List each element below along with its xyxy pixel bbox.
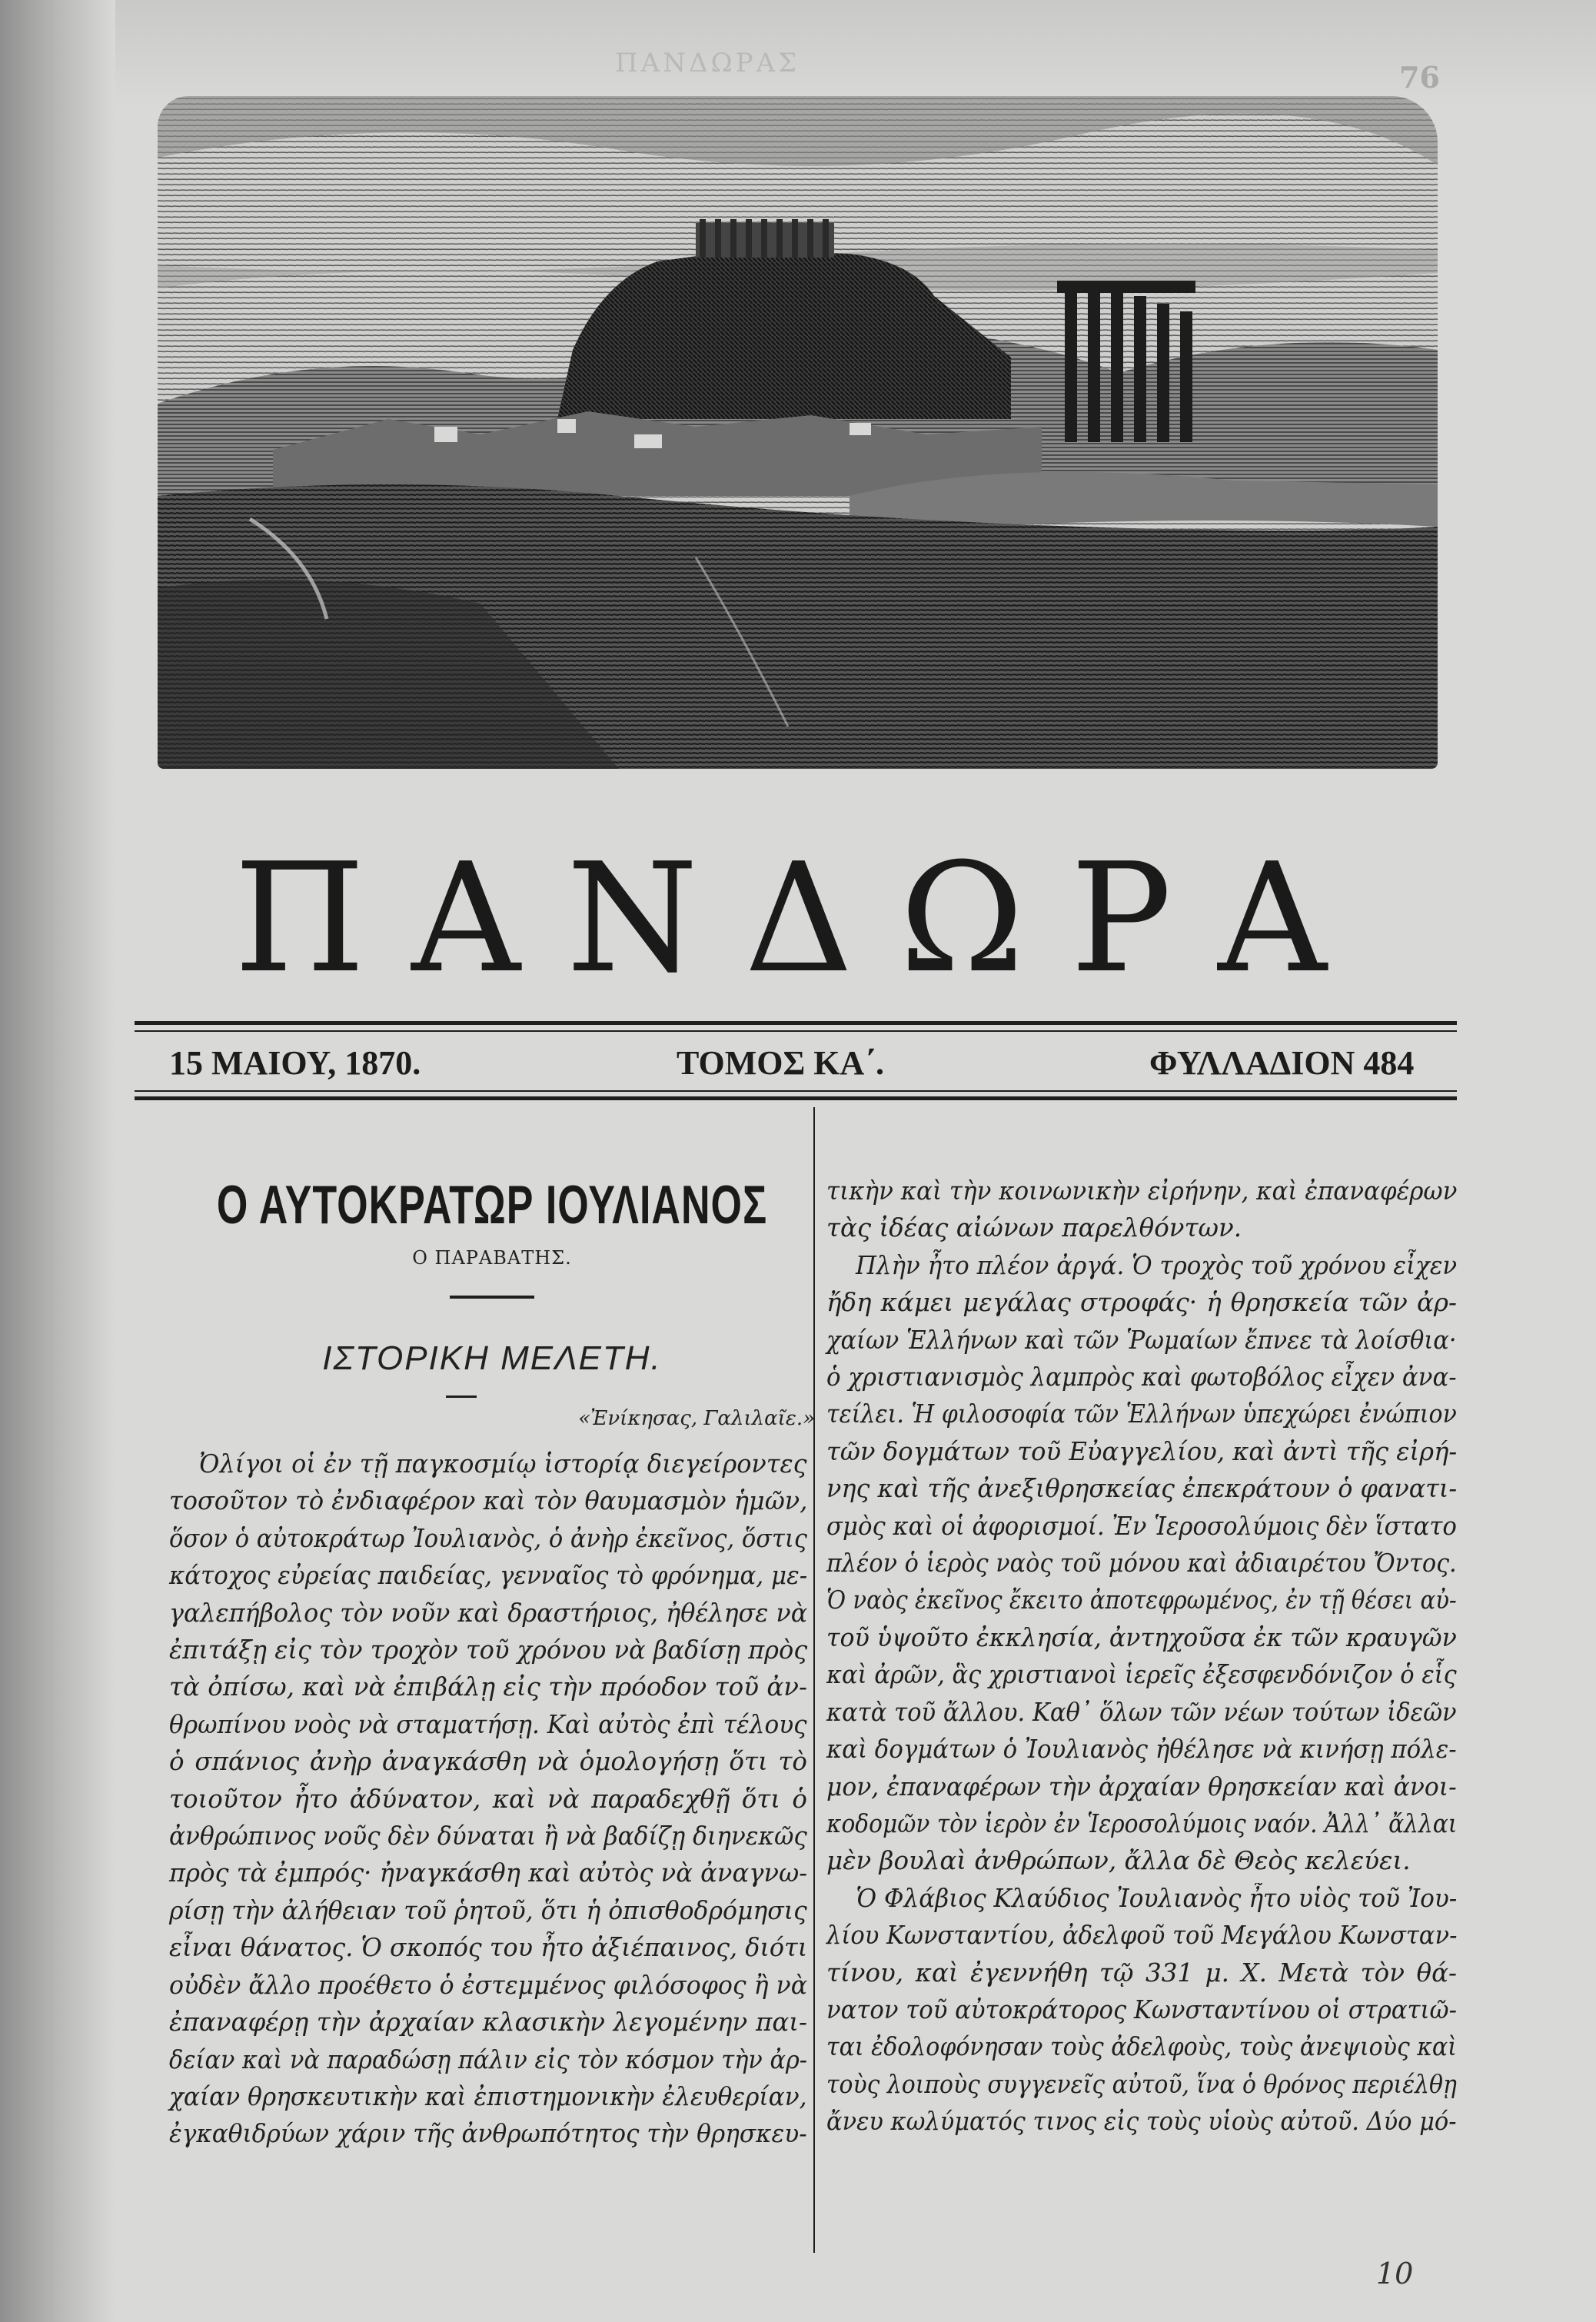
article-epigraph: «Ἐνίκησας, Γαλιλαῖε.» — [578, 1407, 815, 1430]
text-line: δείαν καὶ νὰ παραδώσῃ πάλιν εἰς τὸν κόσμον τὴν ἀρ- — [169, 2044, 808, 2074]
text-line: μὲν βουλαὶ ἀνθρώπων, ἄλλα δὲ Θεὸς κελεύει. — [826, 1846, 1411, 1876]
text-line: καὶ δογμάτων ὁ Ἰουλιανὸς ἠθέλησε νὰ κινήσῃ πόλε- — [826, 1735, 1457, 1765]
text-line: τῶν δογμάτων τοῦ Εὐαγγελίου, καὶ ἀντὶ τῆς εἰρή- — [826, 1436, 1458, 1466]
issue-date: 15 ΜΑΙΟΥ, 1870. — [169, 1044, 421, 1082]
rule-bottom — [135, 1096, 1457, 1100]
text-line: τοιοῦτον ἦτο ἀδύνατον, καὶ νὰ παραδεχθῇ ὅτι ὁ — [169, 1784, 807, 1814]
text-line: νατον τοῦ αὐτοκράτορος Κωνσταντίνου οἱ στρατιῶ- — [826, 1994, 1457, 2024]
rule-top-thin — [135, 1030, 1457, 1032]
article-right-column — [826, 1173, 1457, 2141]
rule-top — [135, 1021, 1457, 1025]
text-line: ἐγκαθιδρύων χάριν τῆς ἀνθρωπότητος τὴν θρησκευ- — [169, 2119, 807, 2149]
text-line: τείλει. Ἡ φιλοσοφία τῶν Ἑλλήνων ὑπεχώρει ἐνώπιον — [826, 1399, 1457, 1429]
article-subtitle: Ο ΠΑΡΑΒΑΤΗΣ. — [412, 1247, 572, 1269]
column-divider — [813, 1107, 815, 2253]
text-line: τικὴν καὶ τὴν κοινωνικὴν εἰρήνην, καὶ ἐπαναφέρων — [826, 1176, 1458, 1206]
text-line: ρίσῃ τὴν ἀλήθειαν τοῦ ῥητοῦ, ὅτι ἡ ὀπισθοδρόμησις — [169, 1895, 807, 1925]
text-line: Ὀλίγοι οἱ ἐν τῇ παγκοσμίῳ ἱστορίᾳ διεγείροντες — [199, 1449, 807, 1479]
text-line: ἄνευ κωλύματός τινος εἰς τοὺς υἱοὺς αὐτοῦ. Δύο μό- — [826, 2107, 1457, 2137]
text-line: πρὸς τὰ ἐμπρός· ἠναγκάσθη καὶ αὐτὸς νὰ ἀναγνω- — [169, 1858, 808, 1888]
text-line: ται ἐδολοφόνησαν τοὺς ἀδελφοὺς, τοὺς ἀνεψιοὺς καὶ — [826, 2032, 1457, 2062]
issue-sheet: ΦΥΛΛΑΔΙΟΝ 484 — [1149, 1044, 1415, 1082]
heading-dash — [450, 1296, 534, 1299]
text-line: κάτοχος εὐρείας παιδείας, γενναῖος τὸ φρόνημα, με- — [169, 1561, 808, 1591]
text-line: πλέον ὁ ἱερὸς ναὸς τοῦ μόνου καὶ ἀδιαιρέτου Ὄντος. — [826, 1549, 1457, 1578]
text-line: κοδομῶν τὸν ἱερὸν ἐν Ἱεροσολύμοις ναόν. Ἀλλ᾽ ἄλλαι — [826, 1808, 1458, 1838]
article-left-column — [169, 1445, 807, 2153]
text-line: οὐδὲν ἄλλο προέθετο ὁ ἐστεμμένος φιλόσοφος ἢ νὰ — [169, 1970, 808, 2000]
text-line: μον, ἐπαναφέρων τὴν ἀρχαίαν θρησκείαν καὶ ἀνοι- — [826, 1771, 1457, 1801]
text-line: ὁ σπάνιος ἀνὴρ ἀναγκάσθη νὰ ὁμολογήσῃ ὅτι τὸ — [169, 1747, 807, 1777]
text-line: γαλεπήβολος τὸν νοῦν καὶ δραστήριος, ἠθέλησε νὰ — [169, 1598, 808, 1628]
text-line: χαίαν θρησκευτικὴν καὶ ἐπιστημονικὴν ἐλευθερίαν, — [169, 2081, 807, 2111]
text-line: εἶναι θάνατος. Ὁ σκοπός του ἦτο ἀξιέπαινος, διότι — [169, 1933, 808, 1963]
page-top-edge — [115, 0, 1596, 108]
bleed-through-header: ΠΑΝΔΩΡΑΣ — [615, 48, 800, 78]
text-line: λίου Κωνσταντίου, ἀδελφοῦ τοῦ Μεγάλου Κωνσταν- — [826, 1921, 1458, 1951]
text-line: τοσοῦτον τὸ ἐνδιαφέρον καὶ τὸν θαυμασμὸν ἡμῶν, — [169, 1486, 808, 1516]
text-line: Ὁ Φλάβιος Κλαύδιος Ἰουλιανὸς ἦτο υἱὸς τοῦ Ἰου- — [856, 1883, 1458, 1913]
text-line: χαίων Ἑλλήνων καὶ τῶν Ῥωμαίων ἔπνεε τὰ λοίσθια· — [826, 1325, 1457, 1355]
issue-volume: ΤΟΜΟΣ ΚΑ΄. — [677, 1044, 884, 1082]
article-title: Ο ΑΥΤΟΚΡΑΤΩΡ ΙΟΥΛΙΑΝΟΣ — [216, 1176, 768, 1236]
text-line: ἀνθρώπινος νοῦς δὲν δύναται ἢ νὰ βαδίζῃ διηνεκῶς — [169, 1821, 807, 1851]
text-line: ἤδη κάμει μεγάλας στροφάς· ἡ θρησκεία τῶν ἀρ- — [826, 1288, 1457, 1318]
text-line: κατὰ τοῦ ἄλλου. Καθ᾽ ὅλων τῶν νέων τούτων ἰδεῶν — [826, 1697, 1457, 1727]
text-line: σμὸς καὶ οἱ ἀφορισμοί. Ἐν Ἱεροσολύμοις δὲν ἵστατο — [826, 1511, 1457, 1541]
text-line: νης καὶ τῆς ἀνεξιθρησκείας ἐπεκράτουν ὁ φανατι- — [826, 1474, 1458, 1504]
page-number: 10 — [1376, 2257, 1414, 2290]
text-line: θρωπίνου νοὸς νὰ σταματήσῃ. Καὶ αὐτὸς ἐπὶ τέλους — [169, 1709, 807, 1739]
text-line: τοῦ ὑψοῦτο ἐκκλησία, ἀντηχοῦσα ἐκ τῶν κραυγῶν — [826, 1622, 1457, 1652]
masthead-title: ΠΑΝΔΩΡΑ — [234, 831, 1373, 1006]
rule-bottom-thin — [135, 1090, 1457, 1092]
text-line: ὁ χριστιανισμὸς λαμπρὸς καὶ φωτοβόλος εἶχεν ἀνα- — [826, 1362, 1457, 1392]
acropolis-landscape-engraving-icon — [158, 96, 1438, 769]
text-line: τὰ ὀπίσω, καὶ νὰ ἐπιβάλῃ εἰς τὴν πρόοδον τοῦ ἀν- — [169, 1672, 807, 1702]
article-study-heading: ΙΣΤΟΡΙΚΗ ΜΕΛΕΤΗ. — [322, 1339, 662, 1377]
text-line: ἐπιτάξῃ εἰς τὸν τροχὸν τοῦ χρόνου νὰ βαδίσῃ πρὸς — [169, 1635, 808, 1665]
text-line: Πλὴν ἦτο πλέον ἀργά. Ὁ τροχὸς τοῦ χρόνου εἶχεν — [856, 1250, 1458, 1280]
text-line: τὰς ἰδέας αἰώνων παρελθόντων. — [826, 1213, 1242, 1243]
bleed-through-page-number: 76 — [1399, 60, 1440, 95]
study-dash — [446, 1396, 477, 1398]
text-line: ὅσον ὁ αὐτοκράτωρ Ἰουλιανὸς, ὁ ἀνὴρ ἐκεῖνος, ὅστις — [169, 1523, 807, 1553]
text-line: ἐπαναφέρῃ τὴν ἀρχαίαν κλασικὴν λεγομένην παι- — [169, 2008, 807, 2038]
text-line: καὶ ἀρῶν, ἃς χριστιανοὶ ἱερεῖς ἐξεσφενδόνιζον ὁ εἷς — [826, 1660, 1457, 1690]
text-line: Ὁ ναὸς ἐκεῖνος ἔκειτο ἀποτεφρωμένος, ἐν τῇ θέσει αὐ- — [826, 1585, 1457, 1615]
binding-shadow — [0, 0, 115, 2322]
text-line: τίνου, καὶ ἐγεννήθη τῷ 331 μ. Χ. Μετὰ τὸν θά- — [826, 1958, 1457, 1988]
text-line: τοὺς λοιποὺς συγγενεῖς αὐτοῦ, ἵνα ὁ θρόνος περιέλθῃ — [826, 2069, 1457, 2099]
